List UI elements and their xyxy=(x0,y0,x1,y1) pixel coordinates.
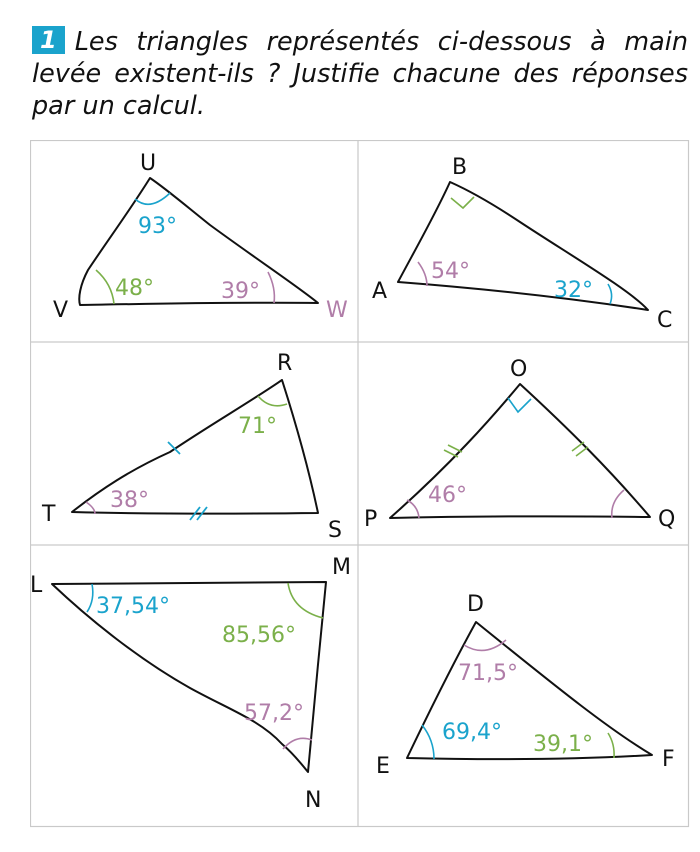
triangle-uvw xyxy=(53,151,348,323)
tick-mark-op-2 xyxy=(448,445,462,452)
triangle-abc xyxy=(372,155,672,333)
right-angle-marker-o xyxy=(508,398,531,412)
vertex-label-n: N xyxy=(305,788,322,813)
angle-label-u: 93° xyxy=(138,214,177,239)
grid-lines xyxy=(30,140,689,827)
tick-mark-op-1 xyxy=(444,450,458,457)
vertex-label-s: S xyxy=(328,518,342,543)
angle-arc-a xyxy=(418,262,427,286)
triangle-lmn xyxy=(30,555,351,813)
angle-arc-q xyxy=(612,490,624,518)
right-angle-marker-b xyxy=(451,197,474,208)
angle-arc-p xyxy=(407,500,419,518)
angle-label-e: 69,4° xyxy=(442,720,502,745)
vertex-label-d: D xyxy=(467,592,484,617)
angle-label-v: 48° xyxy=(115,276,154,301)
triangle-lmn-outline xyxy=(52,582,326,772)
angle-label-f: 39,1° xyxy=(533,732,593,757)
angle-arc-w xyxy=(268,272,274,303)
angle-arc-m xyxy=(288,583,323,618)
angle-label-n: 57,2° xyxy=(244,701,304,726)
angle-label-w: 39° xyxy=(221,279,260,304)
tick-mark-oq-2 xyxy=(576,447,588,456)
vertex-label-p: P xyxy=(364,507,378,532)
vertex-label-c: C xyxy=(657,308,673,333)
angle-arc-v xyxy=(96,270,114,304)
vertex-label-t: T xyxy=(42,502,56,527)
exercise-instruction xyxy=(32,26,688,122)
triangle-opq xyxy=(364,357,675,532)
vertex-label-v: V xyxy=(53,298,69,323)
exercise-header xyxy=(32,26,688,122)
angle-arc-r xyxy=(258,396,287,406)
vertex-label-m: M xyxy=(332,555,351,580)
vertex-label-l: L xyxy=(30,573,43,598)
angle-arc-l xyxy=(87,584,93,612)
triangle-rst-outline xyxy=(72,380,318,514)
triangle-rst xyxy=(41,351,342,543)
angle-arc-e xyxy=(422,725,434,759)
vertex-label-w: W xyxy=(326,298,348,323)
angle-arc-f xyxy=(608,733,614,758)
grid-border xyxy=(31,141,689,827)
exercise-number-badge: 1 xyxy=(32,26,65,54)
triangles-figure xyxy=(30,140,690,834)
angle-label-a: 54° xyxy=(431,259,470,284)
angle-arc-c xyxy=(608,284,612,304)
angle-arc-n xyxy=(283,738,312,749)
vertex-label-u: U xyxy=(140,151,157,176)
vertex-label-o: O xyxy=(510,357,528,382)
angle-label-p: 46° xyxy=(428,483,467,508)
angle-label-r: 71° xyxy=(238,414,277,439)
vertex-label-f: F xyxy=(662,747,675,772)
vertex-label-a: A xyxy=(372,279,388,304)
vertex-label-q: Q xyxy=(658,507,676,532)
vertex-label-r: R xyxy=(277,351,293,376)
angle-label-m: 85,56° xyxy=(222,623,296,648)
angle-label-d: 71,5° xyxy=(458,661,518,686)
angle-label-l: 37,54° xyxy=(96,594,170,619)
exercise-instruction-text: Les triangles représentés ci-dessous à main levée existent-ils ? Justifie chacune des réponses par un calcul. xyxy=(32,27,688,121)
triangle-def xyxy=(376,592,675,779)
vertex-label-e: E xyxy=(376,754,390,779)
triangles-grid-svg xyxy=(30,140,690,830)
tick-mark-oq-1 xyxy=(572,442,584,451)
vertex-label-b: B xyxy=(452,155,468,180)
angle-label-t: 38° xyxy=(110,488,149,513)
angle-label-c: 32° xyxy=(554,278,593,303)
